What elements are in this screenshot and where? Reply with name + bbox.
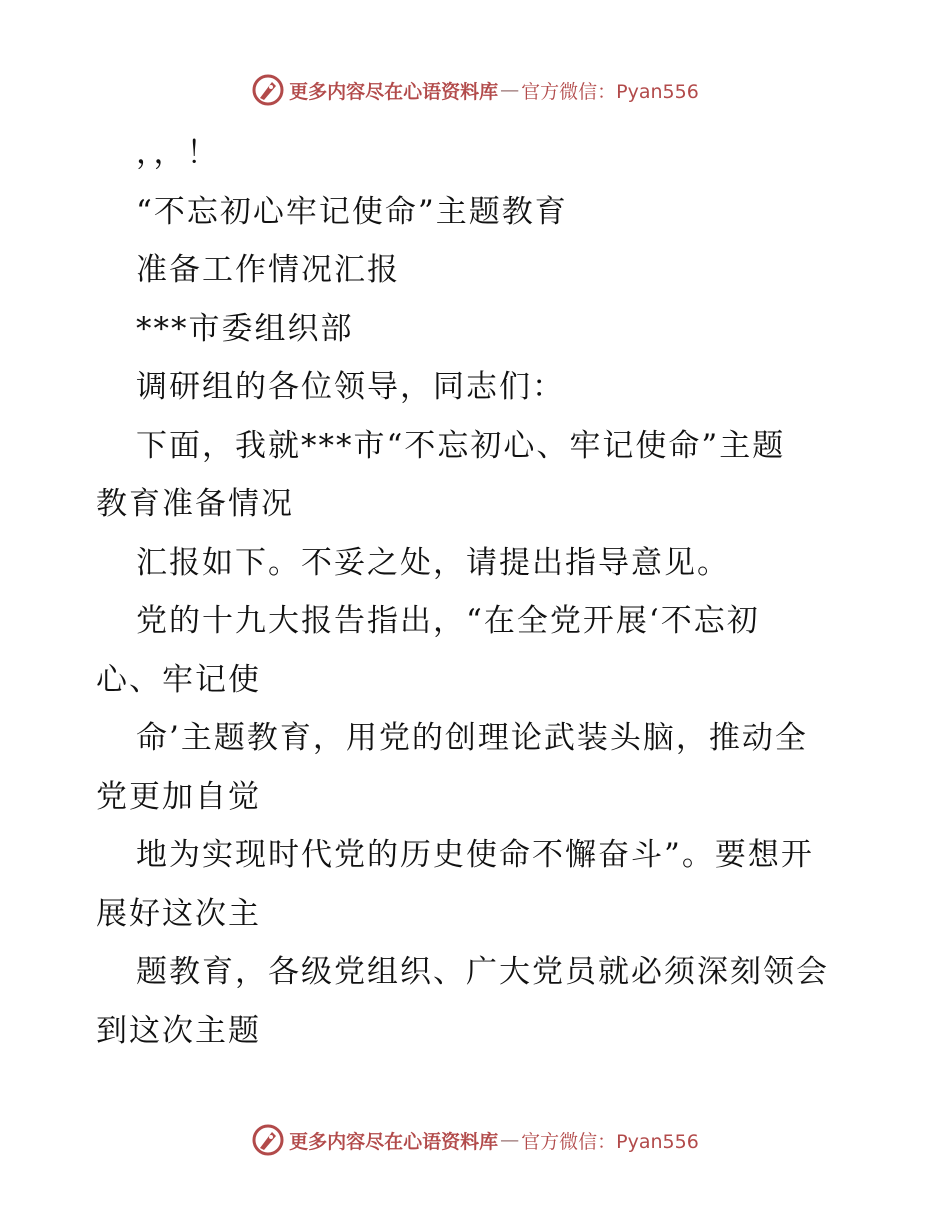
body-line: ***市委组织部 xyxy=(136,310,354,347)
body-line: 调研组的各位领导，同志们： xyxy=(136,369,565,405)
body-line: “不忘初心牢记使命”主题教育 xyxy=(136,193,568,230)
body-line: 地为实现时代党的历史使命不懈奋斗”。要想开 xyxy=(136,837,814,873)
body-line: 党的十九大报告指出，“在全党开展‘不忘初 xyxy=(136,603,760,639)
header-wechat-text: 官方微信：Pyan556 xyxy=(521,80,699,103)
body-line: ，，！ xyxy=(136,135,220,171)
header-banner xyxy=(0,70,950,110)
header-separator: — xyxy=(500,79,520,101)
footer-banner xyxy=(0,1120,950,1160)
body-line: 准备工作情况汇报 xyxy=(136,252,400,288)
footer-separator: — xyxy=(500,1129,520,1151)
body-line: 心、牢记使 xyxy=(96,661,261,698)
body-line: 题教育，各级党组织、广大党员就必须深刻领会 xyxy=(136,954,829,990)
body-line: 展好这次主 xyxy=(96,895,261,932)
body-line: 下面，我就***市“不忘初心、牢记使命”主题 xyxy=(136,427,786,464)
body-line: 命’主题教育，用党的创理论武装头脑，推动全 xyxy=(136,720,808,756)
body-line: 党更加自觉 xyxy=(96,778,261,815)
body-line: 到这次主题 xyxy=(96,1012,261,1049)
body-line: 教育准备情况 xyxy=(96,486,294,522)
pen-nib-logo-icon xyxy=(251,73,285,107)
footer-wechat-text: 官方微信：Pyan556 xyxy=(521,1130,699,1153)
footer-brand-text: 更多内容尽在心语资料库 xyxy=(289,1130,499,1153)
pen-nib-logo-icon xyxy=(251,1123,285,1157)
document-body xyxy=(96,124,866,1060)
header-brand-text: 更多内容尽在心语资料库 xyxy=(289,80,499,103)
body-line: 汇报如下。不妥之处，请提出指导意见。 xyxy=(136,544,730,581)
